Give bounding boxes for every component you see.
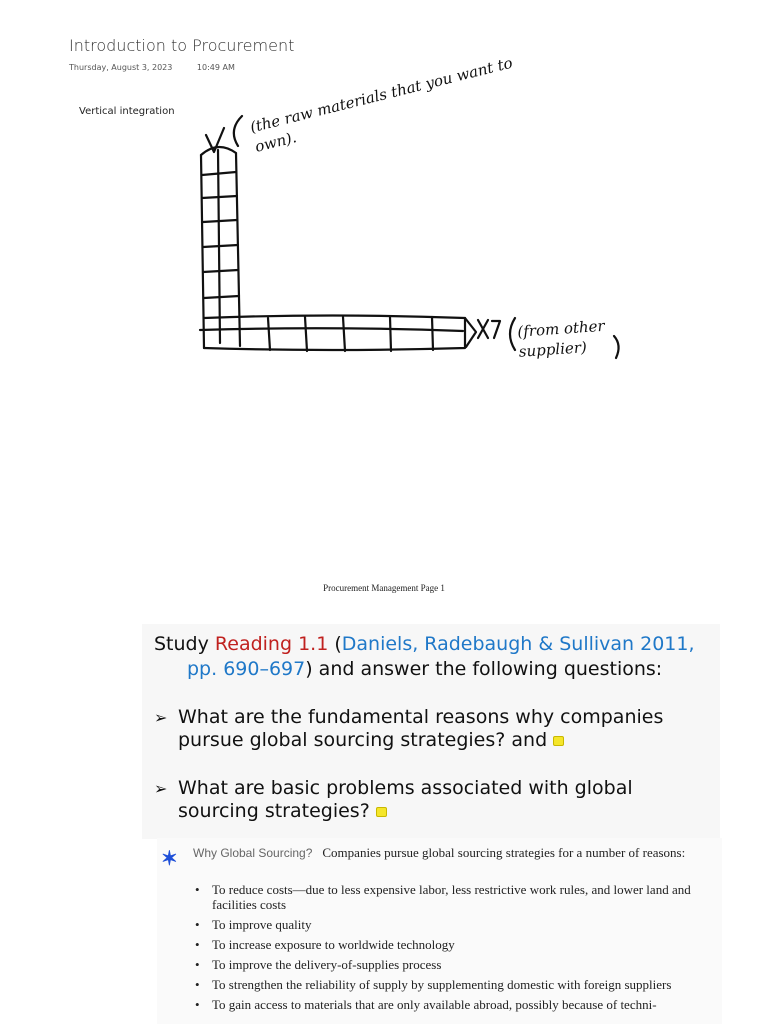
v-mark	[206, 128, 224, 152]
open-paren-right	[510, 318, 515, 350]
page-time: 10:49 AM	[196, 63, 235, 72]
citation-authors: Daniels, Radebaugh & Sullivan 2011,	[341, 633, 695, 655]
handwriting-top-note: (the raw materials that you want to own).	[248, 53, 515, 156]
section-label: Vertical integration	[79, 106, 175, 117]
reasons-list	[195, 882, 721, 1017]
arrow-bullet-icon: ➢	[154, 708, 168, 727]
study-suffix: ) and answer the following questions:	[305, 658, 663, 680]
citation-pages: pp. 690–697	[187, 658, 306, 680]
list-item: • To strengthen the reliability of supply by supplementing domestic with foreign suppliers	[195, 977, 721, 992]
slide-image	[142, 624, 720, 839]
page-date: Thursday, August 3, 2023	[69, 63, 173, 72]
question-2-text: What are basic problems associated with global sourcing strategies?	[178, 777, 633, 822]
x7-mark	[478, 320, 500, 338]
study-instruction	[154, 632, 724, 682]
handwriting-right-note: (from other supplier)	[516, 316, 606, 361]
sticky-note-icon[interactable]	[376, 807, 387, 817]
list-item: • To increase exposure to worldwide technology	[195, 937, 721, 952]
handwritten-diagram	[0, 0, 768, 380]
list-item: • To gain access to materials that are only available abroad, possibly because of techni-	[195, 997, 721, 1012]
question-1-text: What are the fundamental reasons why companies pursue global sourcing strategies? and	[178, 706, 664, 751]
open-paren-top	[234, 116, 242, 146]
star-icon: ✶	[161, 848, 178, 870]
reading-ref: Reading 1.1	[214, 633, 329, 655]
book-subheading: Why Global Sourcing?	[193, 846, 313, 860]
sticky-note-icon[interactable]	[553, 736, 564, 746]
list-item: • To reduce costs—due to less expensive labor, less restrictive work rules, and lower land and facilities costs	[195, 882, 721, 912]
page-title: Introduction to Procurement	[69, 36, 295, 55]
vertical-grid	[202, 172, 239, 298]
study-line-2	[154, 657, 724, 682]
question-2	[154, 777, 714, 823]
horizontal-row	[204, 316, 465, 351]
list-item: • To improve the delivery-of-supplies process	[195, 957, 721, 972]
book-intro: Companies pursue global sourcing strategies for a number of reasons:	[322, 845, 686, 860]
question-1	[154, 706, 714, 752]
horizontal-grid	[268, 317, 433, 351]
paren-open: (	[328, 633, 342, 655]
study-prefix: Study	[154, 633, 215, 655]
book-excerpt	[157, 838, 722, 1024]
page-footer: Procurement Management Page 1	[323, 583, 445, 593]
arrow-bullet-icon: ➢	[154, 779, 168, 798]
book-heading	[193, 844, 721, 862]
list-item: • To improve quality	[195, 917, 721, 932]
arrow-tip	[465, 318, 476, 347]
